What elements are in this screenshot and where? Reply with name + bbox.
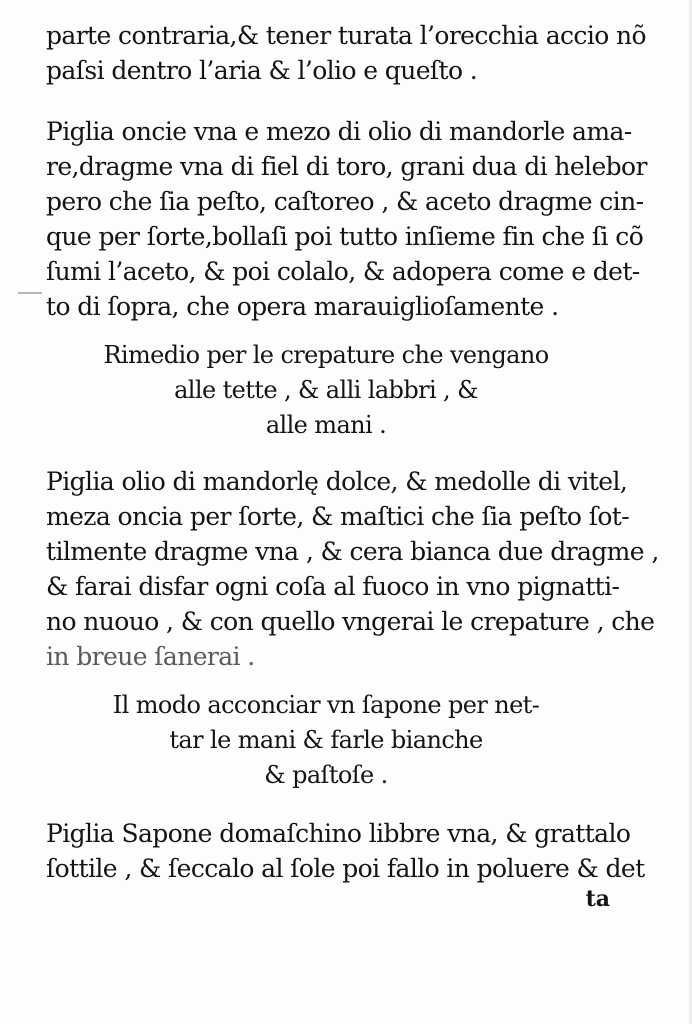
heading-line: & paſtoſe .: [264, 761, 388, 789]
text-line: & farai disfar ogni coſa al fuoco in vno pignatti-: [46, 572, 620, 601]
heading-line: Il modo acconciar vn ſapone per net-: [112, 691, 540, 719]
text-line: parte contraria,& tener turata l’orecchia accio nõ: [46, 21, 646, 50]
continuation-paragraph: [46, 18, 646, 88]
text-line: que per ſorte,bollaſi poi tutto inſieme fin che ſi cõ: [46, 222, 644, 251]
text-line: tilmente dragme vna , & cera bianca due dragme ,: [46, 537, 659, 566]
text-line: Piglia olio di mandorlę dolce, & medolle di vitel,: [46, 467, 628, 496]
recipe-paragraph-2: [46, 464, 659, 674]
text-line: re,dragme vna di fiel di toro, grani dua di helebor: [46, 152, 647, 181]
text-line: ſumi l’aceto, & poi colalo, & adopera come e det-: [46, 257, 640, 286]
heading-line: tar le mani & farle bianche: [169, 726, 483, 754]
heading-line: alle mani .: [265, 411, 387, 439]
catchword: ta: [585, 886, 610, 912]
section-heading-2: [46, 688, 606, 793]
text-line: meza oncia per ſorte, & maſtici che ſia peſto ſot-: [46, 502, 630, 531]
text-line: Piglia oncie vna e mezo di olio di mandorle ama-: [46, 117, 632, 146]
text-line: paſsi dentro l’aria & l’olio e queſto .: [46, 56, 478, 85]
recipe-paragraph-1: [46, 114, 646, 324]
text-line: Piglia Sapone domaſchino libbre vna, & grattalo: [46, 819, 631, 848]
section-heading-1: [46, 338, 606, 443]
text-line: to di ſopra, che opera marauiglioſamente .: [46, 292, 559, 321]
ink-speck: [18, 292, 42, 294]
text-line: in breue ſanerai .: [46, 642, 255, 671]
heading-line: alle tette , & alli labbri , &: [174, 376, 478, 404]
recipe-paragraph-3: [46, 816, 646, 886]
heading-line: Rimedio per le crepature che vengano: [103, 341, 549, 369]
text-line: ſottile , & ſeccalo al ſole poi fallo in poluere & det: [46, 854, 645, 883]
text-line: no nuouo , & con quello vngerai le crepature , che: [46, 607, 655, 636]
text-line: pero che ſia peſto, caſtoreo , & aceto dragme cin-: [46, 187, 644, 216]
